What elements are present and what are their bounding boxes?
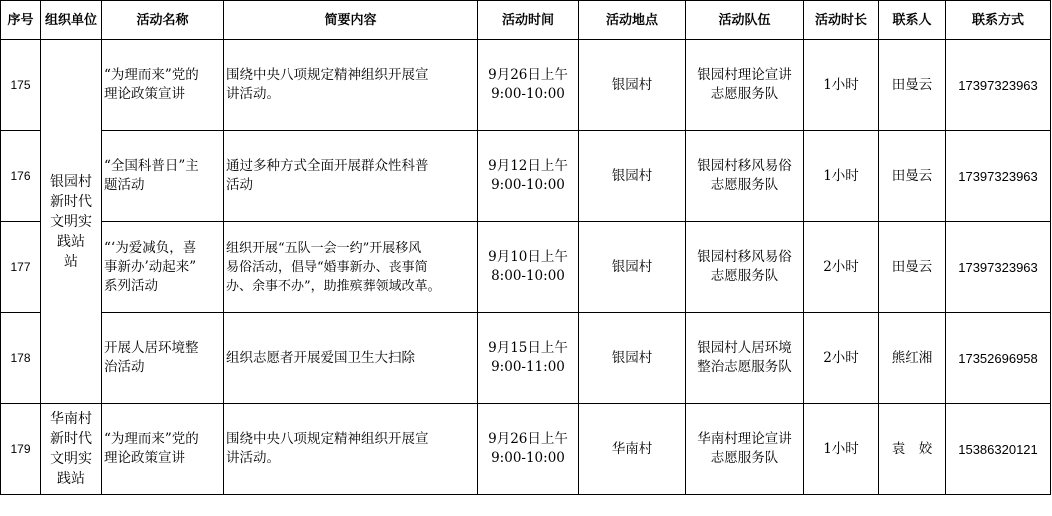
contact-phone: 17397323963 <box>946 40 1051 131</box>
activity-place: 银园村 <box>579 222 686 313</box>
header-row <box>1 1 1051 40</box>
header-org: 组织单位 <box>41 1 102 40</box>
activity-name: “全国科普日”主 题活动 <box>102 131 224 222</box>
row-no: 175 <box>1 40 41 131</box>
activity-time: 9月26日上午 9:00-10:00 <box>478 40 579 131</box>
header-no: 序号 <box>1 1 41 40</box>
header-name: 活动名称 <box>102 1 224 40</box>
header-content: 简要内容 <box>224 1 478 40</box>
activity-time: 9月10日上午 8:00-10:00 <box>478 222 579 313</box>
activity-time: 9月26日上午 9:00-10:00 <box>478 404 579 495</box>
org-unit: 银园村 新时代 文明实 践站 站 <box>41 40 102 404</box>
activity-place: 银园村 <box>579 40 686 131</box>
table-row <box>1 222 1051 313</box>
row-no: 179 <box>1 404 41 495</box>
contact-person: 袁 姣 <box>879 404 946 495</box>
contact-person: 田曼云 <box>879 40 946 131</box>
activity-content: 组织开展“五队一会一约”开展移风 易俗活动，倡导“婚事新办、丧事简 办、余事不办”，助推殡葬领域改革。 <box>224 222 478 313</box>
contact-phone: 17397323963 <box>946 222 1051 313</box>
row-no: 176 <box>1 131 41 222</box>
activity-duration: 2小时 <box>804 222 879 313</box>
activity-content: 通过多种方式全面开展群众性科普 活动 <box>224 131 478 222</box>
row-no: 178 <box>1 313 41 404</box>
header-place: 活动地点 <box>579 1 686 40</box>
activity-duration: 1小时 <box>804 131 879 222</box>
activity-name: “为理而来”党的 理论政策宣讲 <box>102 404 224 495</box>
contact-person: 熊红湘 <box>879 313 946 404</box>
activity-duration: 2小时 <box>804 313 879 404</box>
contact-person: 田曼云 <box>879 222 946 313</box>
activity-place: 华南村 <box>579 404 686 495</box>
org-unit: 华南村 新时代 文明实 践站 <box>41 404 102 495</box>
activity-duration: 1小时 <box>804 404 879 495</box>
activity-place: 银园村 <box>579 313 686 404</box>
activity-team: 银园村理论宣讲 志愿服务队 <box>686 40 804 131</box>
contact-person: 田曼云 <box>879 131 946 222</box>
header-contact: 联系人 <box>879 1 946 40</box>
header-phone: 联系方式 <box>946 1 1051 40</box>
activity-place: 银园村 <box>579 131 686 222</box>
header-duration: 活动时长 <box>804 1 879 40</box>
activity-name: 开展人居环境整 治活动 <box>102 313 224 404</box>
activity-team: 华南村理论宣讲 志愿服务队 <box>686 404 804 495</box>
activity-name: “为理而来”党的 理论政策宣讲 <box>102 40 224 131</box>
activity-content: 围绕中央八项规定精神组织开展宣 讲活动。 <box>224 40 478 131</box>
header-team: 活动队伍 <box>686 1 804 40</box>
contact-phone: 17352696958 <box>946 313 1051 404</box>
activity-time: 9月15日上午 9:00-11:00 <box>478 313 579 404</box>
table-row <box>1 404 1051 495</box>
header-time: 活动时间 <box>478 1 579 40</box>
table-row <box>1 313 1051 404</box>
activity-name: “‘为爱减负，喜 事新办’动起来” 系列活动 <box>102 222 224 313</box>
table-row <box>1 131 1051 222</box>
activity-content: 围绕中央八项规定精神组织开展宣 讲活动。 <box>224 404 478 495</box>
activity-team: 银园村人居环境 整治志愿服务队 <box>686 313 804 404</box>
activity-content: 组织志愿者开展爱国卫生大扫除 <box>224 313 478 404</box>
activity-duration: 1小时 <box>804 40 879 131</box>
contact-phone: 15386320121 <box>946 404 1051 495</box>
contact-phone: 17397323963 <box>946 131 1051 222</box>
table-row <box>1 40 1051 131</box>
activity-time: 9月12日上午 9:00-10:00 <box>478 131 579 222</box>
activity-team: 银园村移风易俗 志愿服务队 <box>686 131 804 222</box>
row-no: 177 <box>1 222 41 313</box>
activity-team: 银园村移风易俗 志愿服务队 <box>686 222 804 313</box>
